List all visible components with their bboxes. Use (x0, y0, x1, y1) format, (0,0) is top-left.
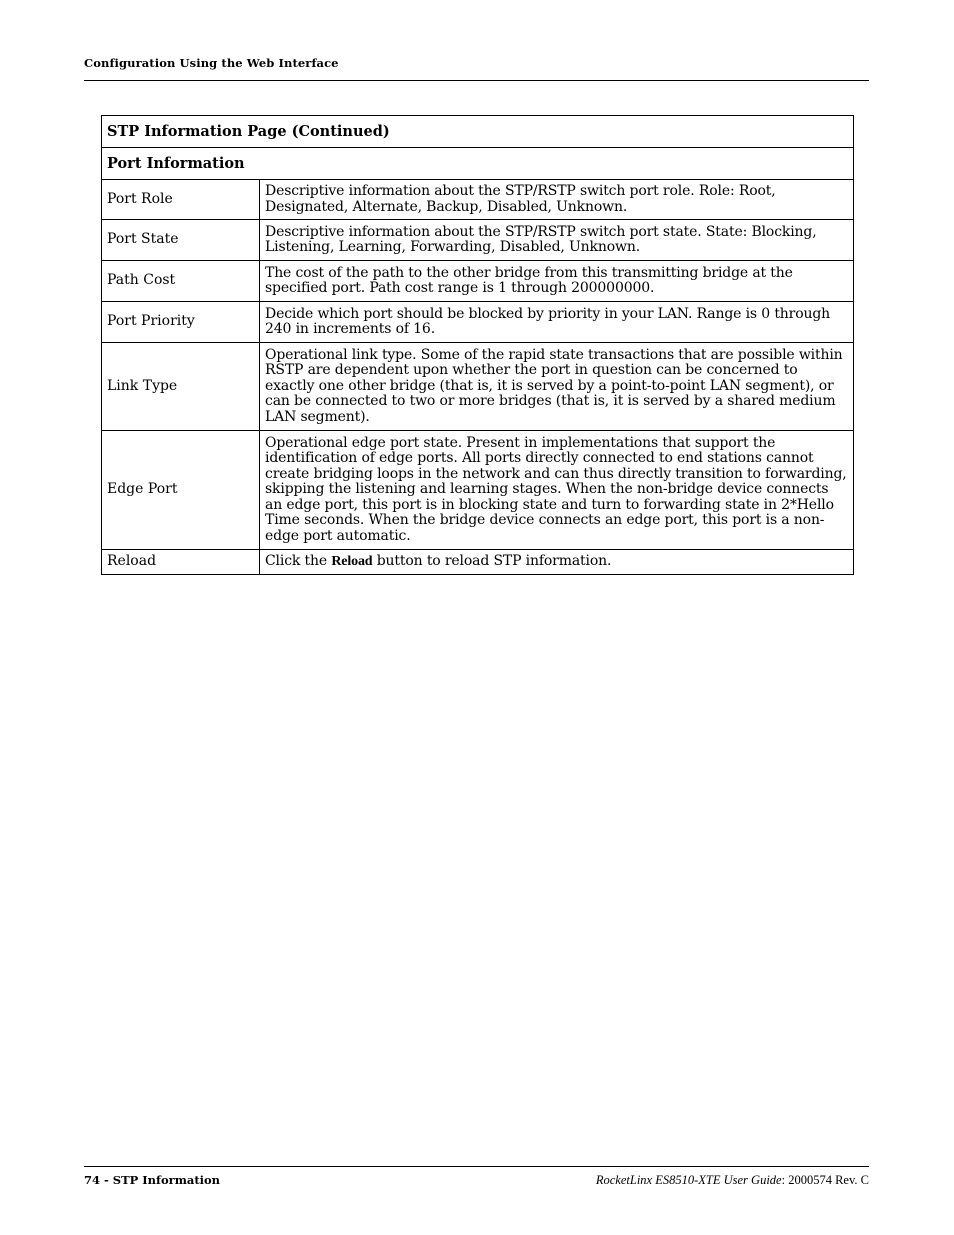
table-row (102, 431, 854, 550)
row-label: Path Cost (102, 261, 260, 302)
table-title: STP Information Page (Continued) (102, 116, 854, 148)
table-row (102, 220, 854, 261)
row-label: Link Type (102, 343, 260, 431)
row-description: Operational link type. Some of the rapid state transactions that are possible within RSTP are dependent upon whether the port in question can be concerned to exactly one other bridge (that is, it is served by a point-to-point LAN segment), or can be connected to two or more bridges (that is, it is served by a shared medium LAN segment). (260, 343, 854, 431)
table-row (102, 343, 854, 431)
row-description: Descriptive information about the STP/RSTP switch port state. State: Blocking, Listening, Learning, Forwarding, Disabled, Unknown. (260, 220, 854, 261)
table-row (102, 302, 854, 343)
footer-guide-title: RocketLinx ES8510-XTE User Guide (595, 1173, 782, 1187)
row-description: Decide which port should be blocked by priority in your LAN. Range is 0 through 240 in increments of 16. (260, 302, 854, 343)
row-description: Operational edge port state. Present in implementations that support the identification of edge ports. All ports directly connected to end stations cannot create bridging loops in the network and can thus directly transition to forwarding, skipping the listening and learning stages. When the non-bridge device connects an edge port, this port is in blocking state and turn to forwarding state in 2*Hello Time seconds. When the bridge device connects an edge port, this port is a non-edge port automatic. (260, 431, 854, 550)
table-row (102, 180, 854, 220)
row-description: The cost of the path to the other bridge from this transmitting bridge at the specified port. Path cost range is 1 through 200000000. (260, 261, 854, 302)
table-section-row (102, 148, 854, 180)
reload-emphasis: Reload (331, 554, 373, 570)
row-label: Port Role (102, 180, 260, 220)
row-label: Port State (102, 220, 260, 261)
header-divider (84, 80, 869, 81)
footer-divider (84, 1166, 869, 1167)
description-suffix: button to reload STP information. (372, 553, 612, 570)
footer-revision: : 2000574 Rev. C (781, 1173, 869, 1187)
table-row (102, 550, 854, 575)
row-label: Reload (102, 550, 260, 575)
row-description (260, 550, 854, 575)
row-label: Port Priority (102, 302, 260, 343)
running-header-title: Configuration Using the Web Interface (84, 56, 339, 70)
section-heading: Port Information (102, 148, 854, 180)
row-label: Edge Port (102, 431, 260, 550)
footer-document-info (596, 1173, 869, 1188)
table-title-row (102, 116, 854, 148)
footer-page-label: 74 - STP Information (84, 1173, 221, 1187)
description-prefix: Click the (265, 553, 332, 570)
table-row (102, 261, 854, 302)
row-description: Descriptive information about the STP/RSTP switch port role. Role: Root, Designated, Alternate, Backup, Disabled, Unknown. (260, 180, 854, 220)
stp-information-table (101, 115, 854, 575)
